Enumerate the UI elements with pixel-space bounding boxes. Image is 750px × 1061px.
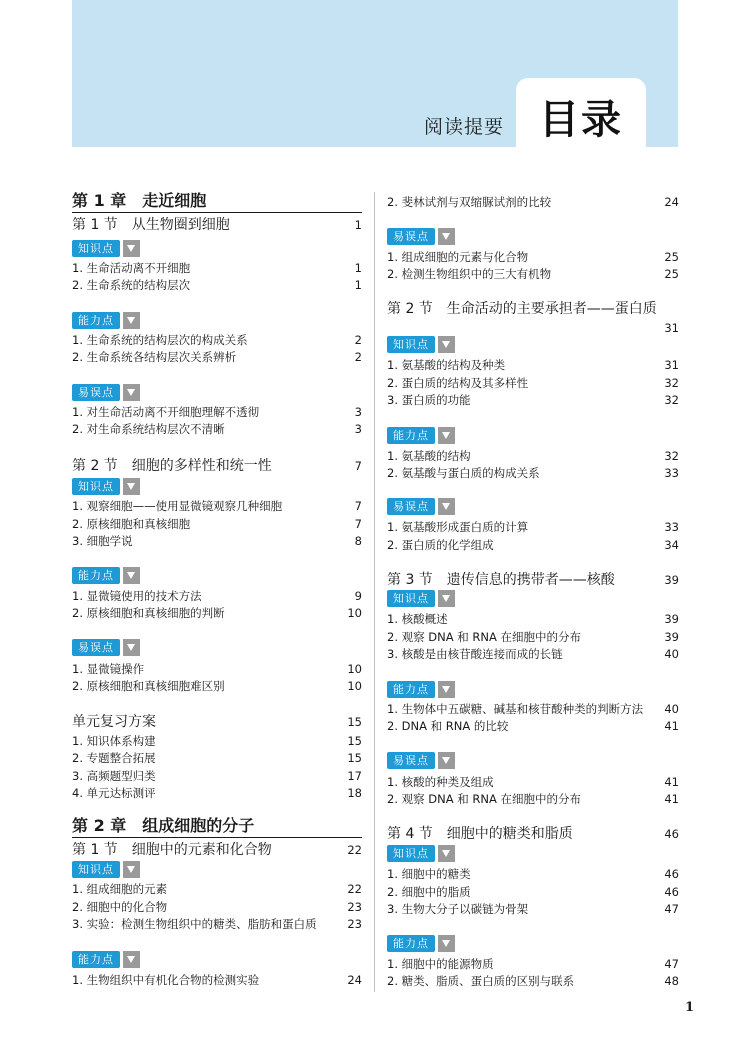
- toc-entry: [72, 972, 362, 988]
- toc-entry-text: 2. 检测生物组织中的三大有机物: [387, 267, 552, 281]
- toc-entry-page: 1: [354, 278, 362, 292]
- category-tag: [387, 845, 455, 862]
- toc-entry: [387, 866, 679, 882]
- toc-entry-text: 1. 显微镜操作: [72, 662, 145, 676]
- toc-entry-page: 23: [347, 899, 362, 914]
- category-tag-label: 能力点: [72, 567, 120, 584]
- toc-entry-page: 15: [347, 734, 362, 748]
- section-heading: [72, 457, 362, 475]
- toc-entry-page: 32: [664, 449, 679, 463]
- toc-entry-page: 24: [347, 973, 362, 987]
- toc-entry: [72, 661, 362, 677]
- toc-entry-page: 40: [664, 702, 679, 716]
- toc-entry-page: 41: [664, 792, 679, 806]
- column-divider: [374, 192, 375, 992]
- chapter-title: 第 2 章 组成细胞的分子: [72, 817, 362, 838]
- toc-entry: [387, 774, 679, 790]
- section-title: 第 1 节 从生物圈到细胞: [72, 217, 230, 233]
- toc-entry: [72, 750, 362, 766]
- toc-entry-page: 31: [664, 358, 679, 372]
- toc-entry: [387, 646, 679, 662]
- toc-entry-text: 4. 单元达标测评: [72, 785, 156, 800]
- page-title: 目录: [539, 97, 623, 143]
- toc-entry: [72, 404, 362, 420]
- chevron-down-icon: [438, 935, 455, 952]
- toc-entry-text: 2. 斐林试剂与双缩脲试剂的比较: [387, 195, 552, 209]
- chevron-down-icon: [438, 752, 455, 769]
- toc-entry-page: 24: [664, 195, 679, 209]
- category-tag: [387, 752, 455, 769]
- toc-entry: [387, 375, 679, 391]
- toc-entry-page: 46: [664, 884, 679, 899]
- category-tag: [72, 240, 140, 257]
- toc-entry: [387, 448, 679, 464]
- toc-entry-page: 10: [347, 679, 362, 693]
- category-tag-label: 知识点: [72, 478, 120, 495]
- toc-entry: [387, 249, 679, 265]
- toc-entry-page: 2: [354, 350, 362, 364]
- toc-entry-page: 32: [664, 375, 679, 390]
- toc-entry-text: 1. 知识体系构建: [72, 734, 156, 748]
- toc-entry: [72, 678, 362, 694]
- toc-entry-page: 8: [354, 534, 362, 548]
- category-tag-label: 能力点: [72, 312, 120, 329]
- section-title: 第 4 节 细胞中的糖类和脂质: [387, 826, 573, 842]
- section-heading: [387, 571, 679, 589]
- section-page: 46: [664, 827, 679, 841]
- category-tag: [387, 681, 455, 698]
- toc-entry-text: 3. 蛋白质的功能: [387, 393, 471, 407]
- chevron-down-icon: [123, 567, 140, 584]
- toc-entry-page: 9: [354, 589, 362, 603]
- section-title: 单元复习方案: [72, 714, 156, 730]
- toc-entry-text: 1. 氨基酸形成蛋白质的计算: [387, 520, 529, 534]
- toc-entry-text: 2. 原核细胞和真核细胞难区别: [72, 679, 225, 693]
- toc-entry-page: 41: [664, 719, 679, 733]
- section-page: 31: [664, 321, 679, 335]
- toc-entry-page: 7: [354, 516, 362, 531]
- toc-entry-text: 2. 蛋白质的化学组成: [387, 537, 494, 552]
- category-tag-label: 知识点: [72, 240, 120, 257]
- toc-entry-page: 7: [354, 499, 362, 513]
- chevron-down-icon: [438, 228, 455, 245]
- toc-entry: [72, 768, 362, 784]
- toc-entry: [387, 629, 679, 645]
- toc-entry-text: 1. 组成细胞的元素与化合物: [387, 250, 529, 264]
- toc-entry-page: 25: [664, 267, 679, 281]
- toc-entry-text: 3. 细胞学说: [72, 534, 133, 548]
- chevron-down-icon: [123, 384, 140, 401]
- toc-entry-text: 1. 氨基酸的结构: [387, 449, 471, 463]
- category-tag: [387, 590, 455, 607]
- toc-right-column: [387, 0, 679, 1061]
- category-tag: [387, 935, 455, 952]
- chevron-down-icon: [123, 240, 140, 257]
- toc-entry-text: 1. 对生命活动离不开细胞理解不透彻: [72, 405, 260, 419]
- section-heading: [72, 841, 362, 859]
- toc-entry-page: 3: [354, 405, 362, 419]
- toc-entry-page: 40: [664, 647, 679, 661]
- toc-entry-text: 2. 糖类、脂质、蛋白质的区别与联系: [387, 974, 575, 988]
- section-heading: [387, 300, 679, 318]
- toc-entry-text: 2. DNA 和 RNA 的比较: [387, 719, 509, 733]
- category-tag-label: 易误点: [387, 228, 435, 245]
- header-subtitle: 阅读提要: [424, 116, 505, 138]
- chapter-title: 第 1 章 走近细胞: [72, 192, 362, 213]
- section-page: 1: [354, 218, 362, 232]
- toc-entry-text: 2. 生命系统各结构层次关系辨析: [72, 350, 237, 364]
- toc-entry-page: 39: [664, 629, 679, 644]
- category-tag-label: 知识点: [387, 590, 435, 607]
- toc-entry-text: 2. 原核细胞和真核细胞的判断: [72, 606, 225, 620]
- category-tag-label: 能力点: [387, 935, 435, 952]
- category-tag: [72, 384, 140, 401]
- category-tag: [72, 639, 140, 656]
- category-tag: [72, 861, 140, 878]
- toc-entry-page: 10: [347, 606, 362, 620]
- toc-entry-text: 1. 氨基酸的结构及种类: [387, 358, 506, 372]
- chevron-down-icon: [438, 336, 455, 353]
- toc-entry: [387, 519, 679, 535]
- toc-entry-page: 25: [664, 250, 679, 264]
- toc-entry-text: 1. 生物体中五碳糖、碱基和核苷酸种类的判断方法: [387, 702, 644, 716]
- toc-entry-page: 48: [664, 974, 679, 988]
- toc-entry: [72, 588, 362, 604]
- toc-entry-page: 46: [664, 867, 679, 881]
- toc-entry-page: 32: [664, 393, 679, 407]
- toc-entry-text: 1. 细胞中的能源物质: [387, 957, 494, 971]
- toc-entry-text: 3. 核酸是由核苷酸连接而成的长链: [387, 647, 563, 661]
- section-page: 39: [664, 573, 679, 587]
- toc-entry-text: 2. 蛋白质的结构及其多样性: [387, 375, 529, 390]
- category-tag-label: 易误点: [387, 498, 435, 515]
- category-tag-label: 能力点: [72, 951, 120, 968]
- chevron-down-icon: [438, 590, 455, 607]
- category-tag: [387, 228, 455, 245]
- category-tag: [387, 427, 455, 444]
- category-tag-label: 知识点: [387, 845, 435, 862]
- toc-entry-text: 2. 观察 DNA 和 RNA 在细胞中的分布: [387, 629, 582, 644]
- chevron-down-icon: [438, 427, 455, 444]
- category-tag: [72, 312, 140, 329]
- toc-entry-page: 33: [664, 520, 679, 534]
- toc-entry-text: 2. 生命系统的结构层次: [72, 278, 191, 292]
- toc-entry-page: 15: [347, 751, 362, 766]
- section-page: 15: [347, 715, 362, 729]
- toc-entry: [387, 718, 679, 734]
- chevron-down-icon: [438, 845, 455, 862]
- category-tag: [387, 336, 455, 353]
- section-title: 第 2 节 生命活动的主要承担者——蛋白质: [387, 301, 657, 317]
- category-tag-label: 易误点: [72, 639, 120, 656]
- toc-entry-text: 1. 生物组织中有机化合物的检测实验: [72, 973, 260, 987]
- toc-entry-page: 2: [354, 333, 362, 347]
- toc-entry: [72, 277, 362, 293]
- toc-entry: [387, 392, 679, 408]
- chevron-down-icon: [123, 861, 140, 878]
- chevron-down-icon: [123, 478, 140, 495]
- toc-entry-page: 47: [664, 902, 679, 916]
- category-tag-label: 知识点: [72, 861, 120, 878]
- toc-entry-text: 2. 细胞中的化合物: [72, 899, 168, 914]
- toc-entry-page: 39: [664, 612, 679, 626]
- category-tag: [72, 567, 140, 584]
- chevron-down-icon: [438, 681, 455, 698]
- toc-entry-page: 34: [664, 537, 679, 552]
- category-tag: [387, 498, 455, 515]
- toc-entry: [72, 916, 362, 932]
- toc-entry-page: 3: [354, 422, 362, 436]
- section-heading: [387, 825, 679, 843]
- toc-entry-page: 41: [664, 775, 679, 789]
- page-number: 1: [685, 1000, 695, 1015]
- section-title: 第 2 节 细胞的多样性和统一性: [72, 458, 272, 474]
- toc-entry-page: 33: [664, 466, 679, 480]
- toc-entry-text: 2. 细胞中的脂质: [387, 884, 471, 899]
- toc-entry-text: 1. 核酸的种类及组成: [387, 775, 494, 789]
- toc-entry: [387, 901, 679, 917]
- toc-entry: [72, 733, 362, 749]
- toc-entry: [72, 605, 362, 621]
- toc-entry: [72, 349, 362, 365]
- toc-entry: [72, 516, 362, 532]
- toc-entry: [72, 785, 362, 801]
- toc-entry-text: 1. 组成细胞的元素: [72, 882, 168, 896]
- toc-entry: [387, 791, 679, 807]
- section-heading: [72, 216, 362, 234]
- category-tag-label: 知识点: [387, 336, 435, 353]
- toc-entry-text: 1. 显微镜使用的技术方法: [72, 589, 202, 603]
- toc-entry-page: 1: [354, 261, 362, 275]
- section-title: 第 1 节 细胞中的元素和化合物: [72, 842, 272, 858]
- category-tag-label: 易误点: [387, 752, 435, 769]
- toc-entry: [72, 498, 362, 514]
- toc-entry-page: 22: [347, 882, 362, 896]
- chevron-down-icon: [123, 312, 140, 329]
- toc-entry: [72, 260, 362, 276]
- category-tag-label: 能力点: [387, 681, 435, 698]
- toc-entry: [72, 881, 362, 897]
- toc-entry-text: 2. 观察 DNA 和 RNA 在细胞中的分布: [387, 792, 582, 806]
- category-tag-label: 能力点: [387, 427, 435, 444]
- toc-left-column: [72, 0, 362, 1061]
- toc-entry: [387, 194, 679, 210]
- toc-entry-page: 18: [347, 785, 362, 800]
- toc-entry: [387, 701, 679, 717]
- toc-entry-page: 17: [347, 768, 362, 783]
- toc-entry: [387, 266, 679, 282]
- section-title: 第 3 节 遗传信息的携带者——核酸: [387, 572, 615, 588]
- toc-entry: [387, 611, 679, 627]
- toc-entry-text: 1. 核酸概述: [387, 612, 448, 626]
- toc-entry: [387, 357, 679, 373]
- toc-entry-text: 3. 高频题型归类: [72, 768, 156, 783]
- toc-entry: [387, 973, 679, 989]
- category-tag-label: 易误点: [72, 384, 120, 401]
- toc-entry-text: 2. 对生命系统结构层次不清晰: [72, 422, 225, 436]
- toc-entry-text: 3. 生物大分子以碳链为骨架: [387, 902, 529, 916]
- toc-entry-text: 2. 氨基酸与蛋白质的构成关系: [387, 466, 540, 480]
- toc-entry-page: 23: [347, 917, 362, 931]
- chevron-down-icon: [123, 639, 140, 656]
- toc-entry: [72, 421, 362, 437]
- toc-entry-page: 10: [347, 662, 362, 676]
- toc-entry: [387, 465, 679, 481]
- toc-entry-text: 1. 细胞中的糖类: [387, 867, 471, 881]
- section-page: 22: [347, 843, 362, 857]
- category-tag: [72, 478, 140, 495]
- toc-entry-page: 47: [664, 957, 679, 971]
- chevron-down-icon: [123, 951, 140, 968]
- toc-entry: [72, 332, 362, 348]
- section-page: 7: [354, 459, 362, 473]
- toc-entry-text: 2. 原核细胞和真核细胞: [72, 516, 191, 531]
- category-tag: [72, 951, 140, 968]
- toc-entry: [72, 533, 362, 549]
- toc-entry-text: 1. 生命系统的结构层次的构成关系: [72, 333, 248, 347]
- toc-entry-text: 1. 观察细胞——使用显微镜观察几种细胞: [72, 499, 283, 513]
- toc-entry-text: 2. 专题整合拓展: [72, 751, 156, 766]
- toc-entry: [387, 956, 679, 972]
- chevron-down-icon: [438, 498, 455, 515]
- section-heading: [72, 713, 362, 731]
- toc-entry-text: 3. 实验：检测生物组织中的糖类、脂肪和蛋白质: [72, 917, 317, 931]
- toc-entry: [387, 884, 679, 900]
- toc-entry: [72, 899, 362, 915]
- toc-entry: [387, 537, 679, 553]
- toc-entry-text: 1. 生命活动离不开细胞: [72, 261, 191, 275]
